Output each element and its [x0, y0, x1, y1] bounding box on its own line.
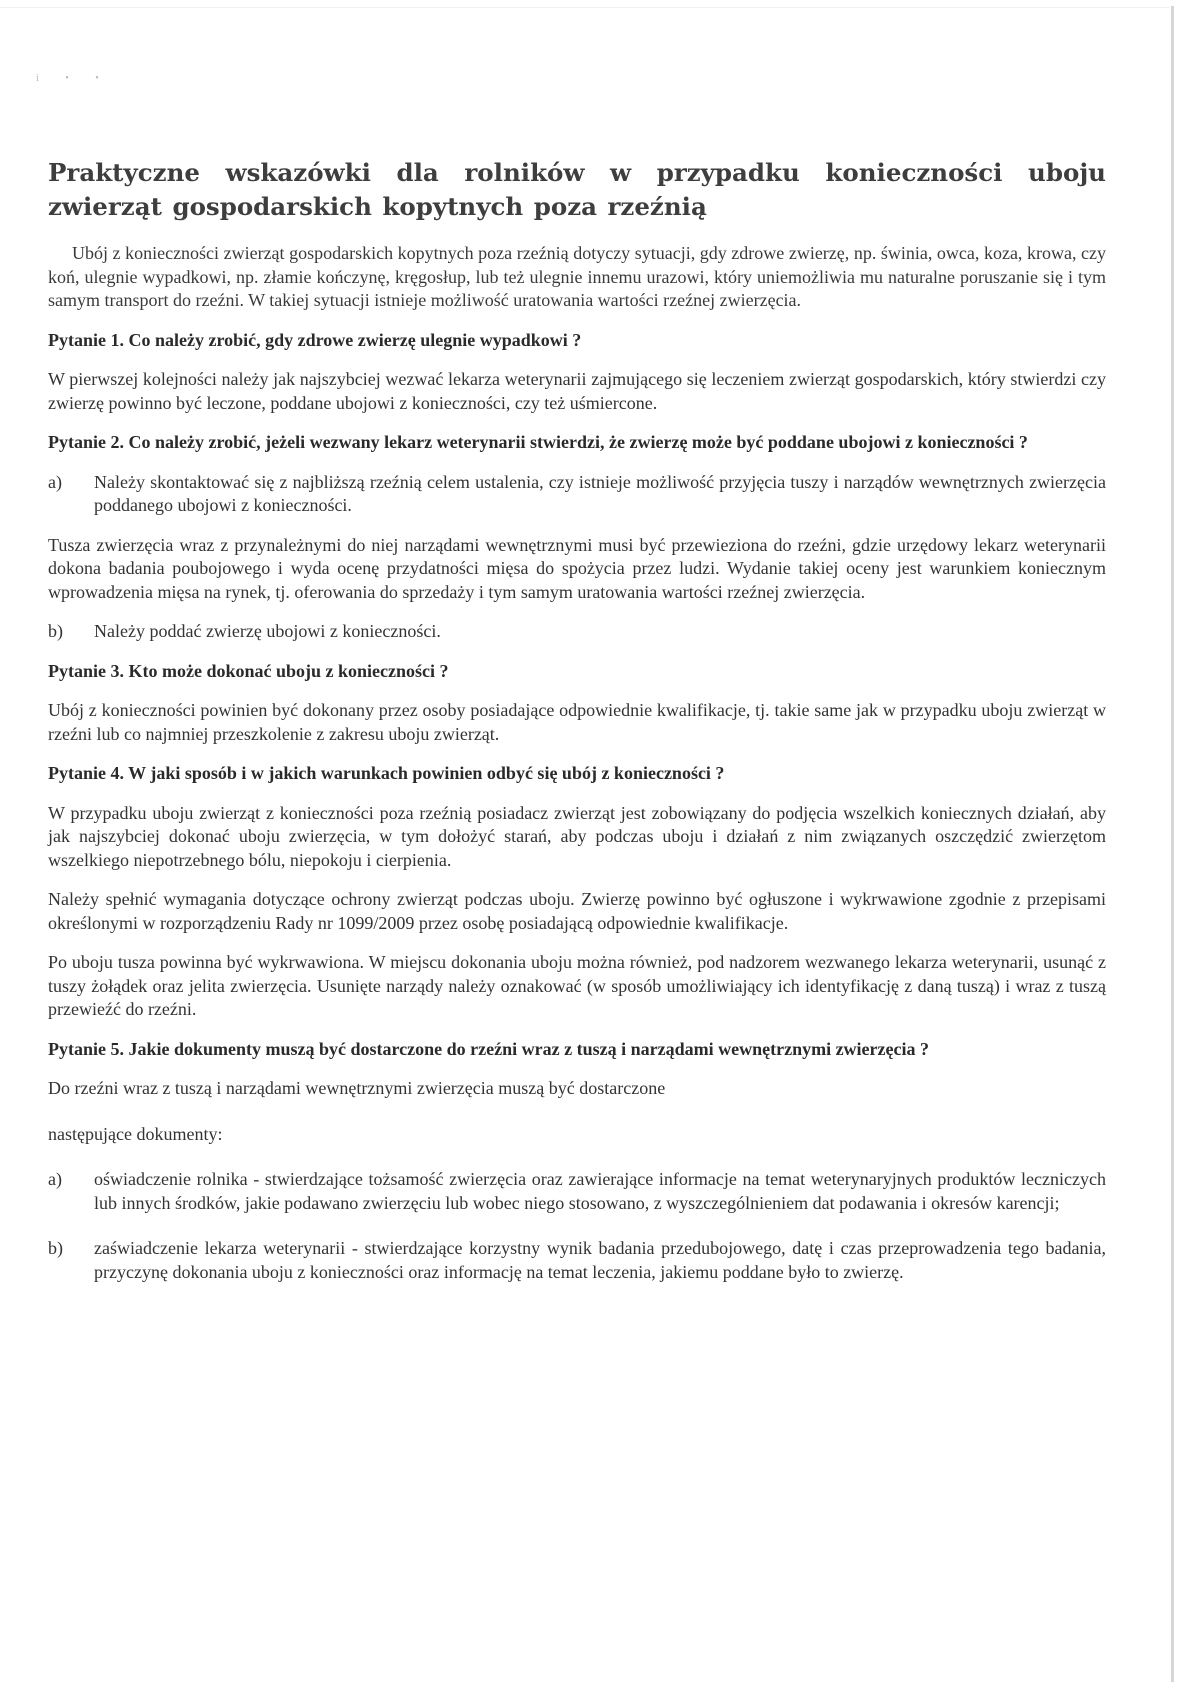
item-marker: b) — [48, 1238, 63, 1258]
question-2-heading: Pytanie 2. Co należy zrobić, jeżeli wezwany lekarz weterynarii stwierdzi, że zwierzę może być poddane ubojowi z konieczności ? — [48, 432, 1028, 452]
question-4-paragraph-3: Po uboju tusza powinna być wykrwawiona. W miejscu dokonania uboju można również, pod nadzorem wezwanego lekarza weterynarii, usunąć z tuszy żołądek oraz jelita zwierzęcia. Usunięte narządy należy oznakować (w sposób umożliwiający ich identyfikację z daną tuszą) i wraz z tuszą przewieźć do rzeźni. — [48, 952, 1106, 1019]
question-5-heading: Pytanie 5. Jakie dokumenty muszą być dostarczone do rzeźni wraz z tuszą i narządami wewnętrznymi zwierzęcia ? — [48, 1038, 930, 1059]
question-5-item-a — [48, 1168, 1106, 1215]
question-3-heading: Pytanie 3. Kto może dokonać uboju z konieczności ? — [48, 660, 449, 681]
item-marker: a) — [48, 471, 62, 492]
document-page — [48, 156, 1106, 1300]
item-marker: a) — [48, 1169, 62, 1189]
question-2-item-b — [48, 620, 1106, 644]
item-text: Należy skontaktować się z najbliższą rzeźnią celem ustalenia, czy istnieje możliwość przyjęcia tuszy i narządów wewnętrznych zwierzęcia poddanego ubojowi z konieczności. — [94, 471, 1106, 515]
section-question-2 — [48, 431, 1106, 644]
section-question-3 — [48, 660, 1106, 747]
scan-edge-right — [1171, 6, 1174, 1682]
section-question-5 — [48, 1038, 1106, 1285]
question-3-answer: Ubój z konieczności powinien być dokonany przez osoby posiadające odpowiednie kwalifikacje, tj. takie same jak w przypadku uboju zwierząt w rzeźni lub co najmniej przeszkolenie z zakresu uboju zwierząt. — [48, 700, 1106, 744]
question-4-paragraph-2: Należy spełnić wymagania dotyczące ochrony zwierząt podczas uboju. Zwierzę powinno być ogłuszone i wykrwawione zgodnie z przepisami określonymi w rozporządzeniu Rady nr 1099/2009 przez osobę posiadającą odpowiednie kwalifikacje. — [48, 889, 1106, 933]
document-title: Praktyczne wskazówki dla rolników w przypadku konieczności uboju zwierząt gospodarskich kopytnych poza rzeźnią — [48, 158, 1106, 221]
question-2-item-a — [48, 471, 1106, 518]
question-4-paragraph-1: W przypadku uboju zwierząt z konieczności poza rzeźnią posiadacz zwierząt jest zobowiązany do podjęcia wszelkich koniecznych działań, aby jak najszybciej dokonać uboju zwierzęcia, w tym dołożyć starań, aby podczas uboju i działań z nim związanych oszczędzić zwierzętom wszelkiego niepotrzebnego bólu, niepokoju i cierpienia. — [48, 802, 1106, 870]
intro-paragraph: Ubój z konieczności zwierząt gospodarskich kopytnych poza rzeźnią dotyczy sytuacji, gdy zdrowe zwierzę, np. świnia, owca, koza, krowa, czy koń, ulegnie wypadkowi, np. złamie kończynę, kręgosłup, lub też ulegnie innemu urazowi, który uniemożliwia mu naturalne poruszanie się i tym samym transport do rzeźni. W takiej sytuacji istnieje możliwość uratowania wartości rzeźnej zwierzęcia. — [48, 243, 1106, 310]
item-text: oświadczenie rolnika - stwierdzające tożsamość zwierzęcia oraz zawierające informacje na temat weterynaryjnych produktów leczniczych lub innych środków, jakie podawano zwierzęciu lub wobec niego stosowano, z wyszczególnieniem dat podawania i okresów karencji; — [94, 1169, 1106, 1213]
scan-edge-top — [0, 7, 1170, 8]
scan-marks: i • • — [36, 73, 111, 84]
section-question-4 — [48, 762, 1106, 1022]
question-5-item-b — [48, 1237, 1106, 1284]
item-text: zaświadczenie lekarza weterynarii - stwierdzające korzystny wynik badania przedubojowego, datę i czas przeprowadzenia tego badania, przyczynę dokonania uboju z konieczności oraz informację na temat leczenia, jakiemu poddane było to zwierzę. — [94, 1238, 1106, 1282]
item-text: Należy poddać zwierzę ubojowi z konieczności. — [94, 621, 441, 641]
item-marker: b) — [48, 621, 63, 641]
question-4-heading: Pytanie 4. W jaki sposób i w jakich warunkach powinien odbyć się ubój z konieczności ? — [48, 763, 725, 783]
question-2-paragraph: Tusza zwierzęcia wraz z przynależnymi do niej narządami wewnętrznymi musi być przewieziona do rzeźni, gdzie urzędowy lekarz weterynarii dokona badania poubojowego i wyda ocenę przydatności mięsa do spożycia przez ludzi. Wydanie takiej oceny jest warunkiem koniecznym wprowadzenia mięsa na rynek, tj. oferowania do sprzedaży i tym samym uratowania wartości rzeźnej zwierzęcia. — [48, 534, 1106, 602]
question-5-paragraph-2: następujące dokumenty: — [48, 1123, 223, 1144]
section-question-1 — [48, 329, 1106, 416]
question-1-answer: W pierwszej kolejności należy jak najszybciej wezwać lekarza weterynarii zajmującego się leczeniem zwierząt gospodarskich, który stwierdzi czy zwierzę powinno być leczone, poddane ubojowi z konieczności, czy też uśmiercone. — [48, 369, 1106, 413]
question-5-paragraph-1: Do rzeźni wraz z tuszą i narządami wewnętrznymi zwierzęcia muszą być dostarczone — [48, 1078, 666, 1098]
question-1-heading: Pytanie 1. Co należy zrobić, gdy zdrowe zwierzę ulegnie wypadkowi ? — [48, 329, 582, 350]
